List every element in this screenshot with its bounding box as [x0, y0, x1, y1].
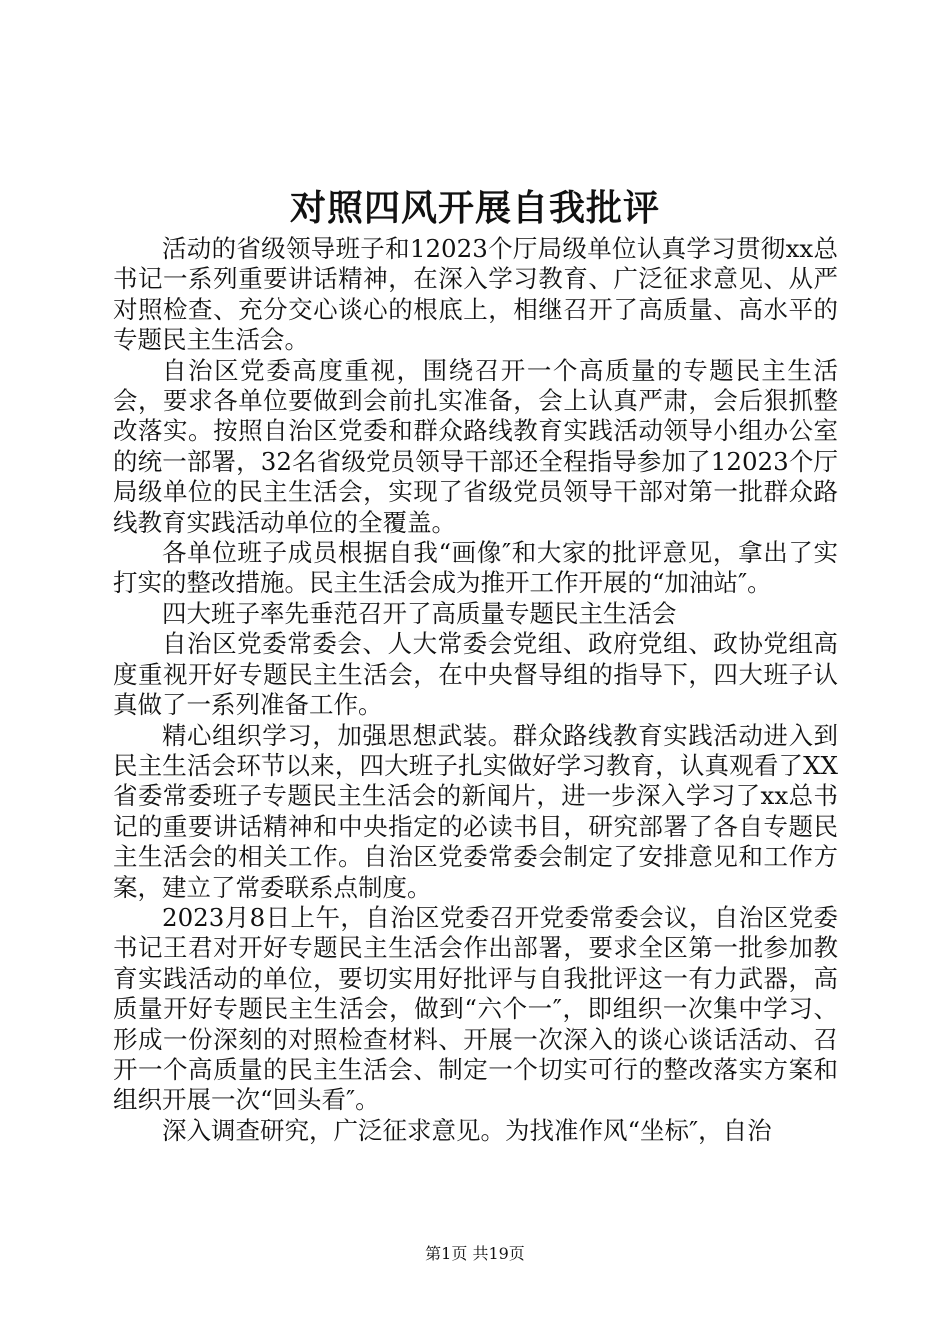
document-title: 对照四风开展自我批评 [289, 187, 660, 229]
page-number-footer: 第1页 共19页 [425, 1244, 525, 1263]
document-body [113, 234, 838, 1146]
paragraph: 各单位班子成员根据自我“画像″和大家的批评意见，拿出了实打实的整改措施。民主生活会成为推开工作开展的“加油站″。 [113, 538, 838, 598]
paragraph: 活动的省级领导班子和12023个厅局级单位认真学习贯彻xx总书记一系列重要讲话精神，在深入学习教育、广泛征求意见、从严对照检查、充分交心谈心的根底上，相继召开了高质量、高水平的专题民主生活会。 [113, 234, 838, 355]
paragraph: 2023月8日上午，自治区党委召开党委常委会议，自治区党委书记王君对开好专题民主生活会作出部署，要求全区第一批参加教育实践活动的单位，要切实用好批评与自我批评这一有力武器，高质量开好专题民主生活会，做到“六个一″，即组织一次集中学习、形成一份深刻的对照检查材料、开展一次深入的谈心谈话活动、召开一个高质量的民主生活会、制定一个切实可行的整改落实方案和组织开展一次“回头看″。 [113, 902, 838, 1115]
section-heading: 四大班子率先垂范召开了高质量专题民主生活会 [162, 598, 677, 628]
paragraph: 深入调查研究，广泛征求意见。为找准作风“坐标″，自治 [162, 1115, 772, 1145]
paragraph: 自治区党委常委会、人大常委会党组、政府党组、政协党组高度重视开好专题民主生活会，在中央督导组的指导下，四大班子认真做了一系列准备工作。 [113, 629, 838, 720]
paragraph: 精心组织学习，加强思想武装。群众路线教育实践活动进入到民主生活会环节以来，四大班子扎实做好学习教育，认真观看了XX省委常委班子专题民主生活会的新闻片，进一步深入学习了xx总书记的重要讲话精神和中央指定的必读书目，研究部署了各自专题民主生活会的相关工作。自治区党委常委会制定了安排意见和工作方案，建立了常委联系点制度。 [113, 720, 838, 902]
paragraph: 自治区党委高度重视，围绕召开一个高质量的专题民主生活会，要求各单位要做到会前扎实准备，会上认真严肃，会后狠抓整改落实。按照自治区党委和群众路线教育实践活动领导小组办公室的统一部署，32名省级党员领导干部还全程指导参加了12023个厅局级单位的民主生活会，实现了省级党员领导干部对第一批群众路线教育实践活动单位的全覆盖。 [113, 355, 838, 537]
